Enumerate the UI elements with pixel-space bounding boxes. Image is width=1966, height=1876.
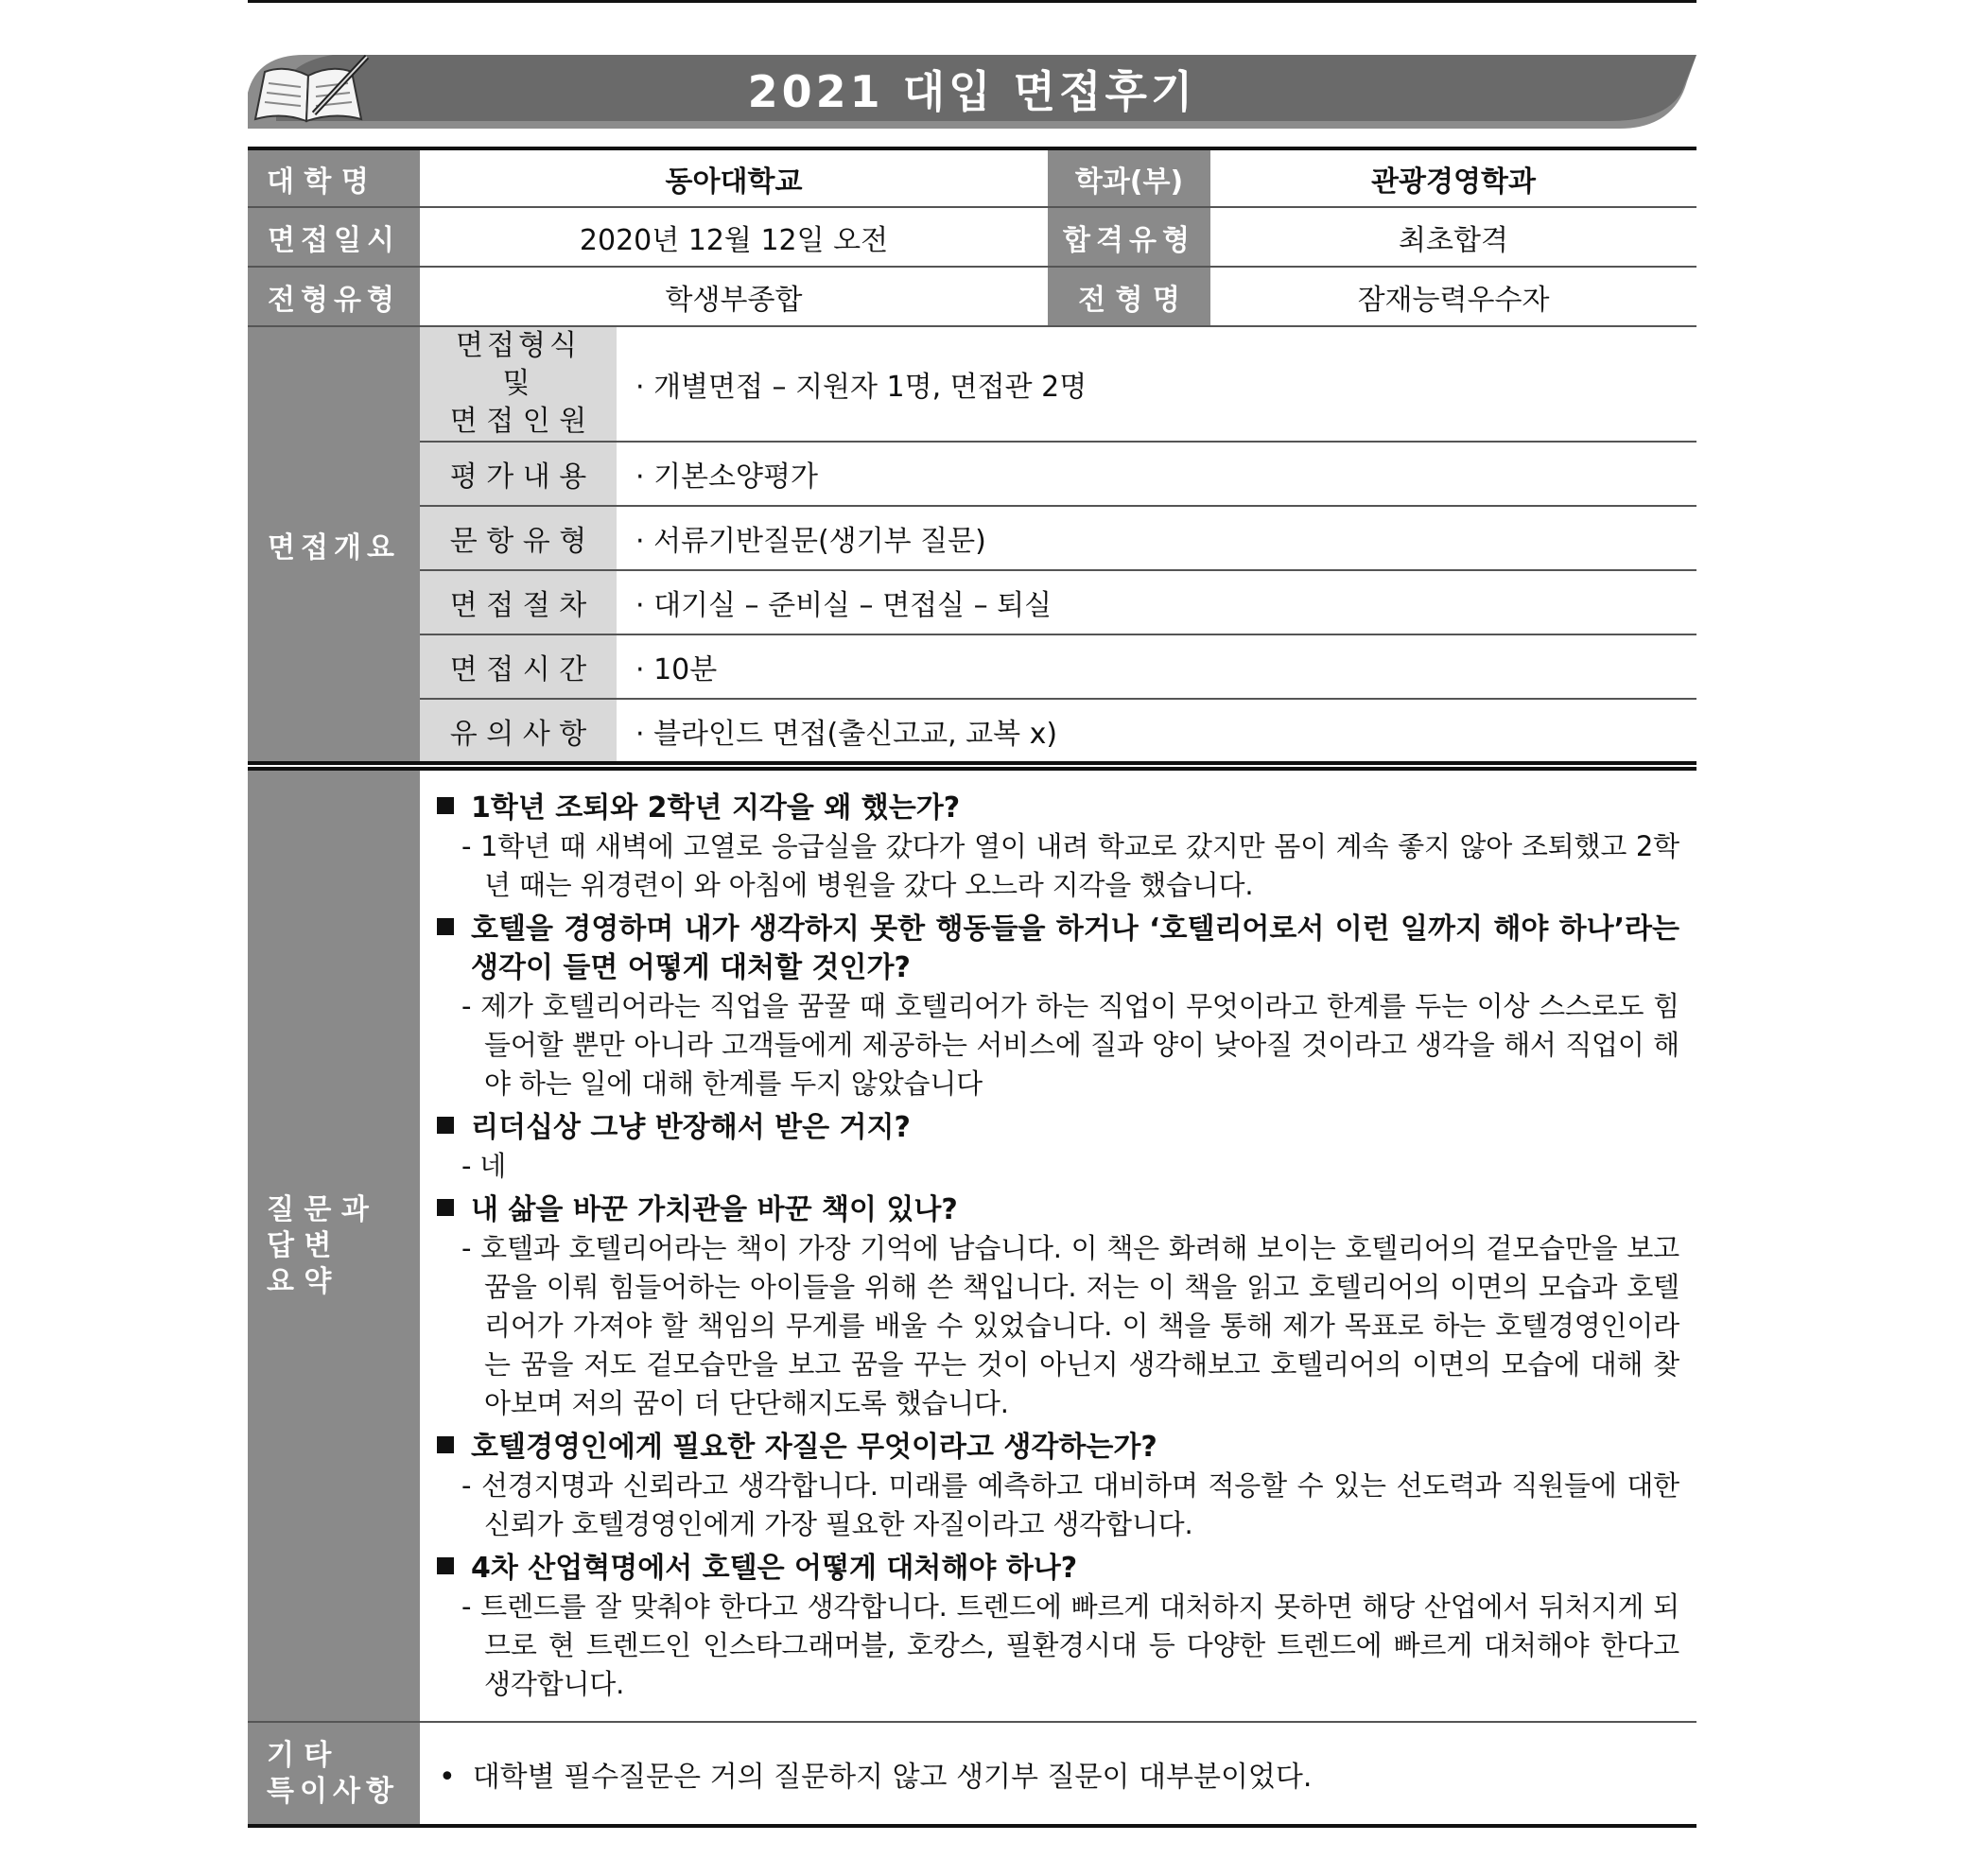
admission-type-label: 전형유형	[248, 267, 420, 326]
question	[437, 1549, 1679, 1588]
square-bullet-icon	[437, 918, 454, 935]
overview-row	[248, 634, 1696, 699]
pass-type-value: 최초합격	[1210, 207, 1696, 267]
bullet-icon: •	[439, 1760, 456, 1794]
info-row	[248, 267, 1696, 326]
answer: - 1학년 때 새벽에 고열로 응급실을 갔다가 열이 내려 학교로 갔지만 몸이 계속 좋지 않아 조퇴했고 2학년 때는 위경련이 와 아침에 병원을 갔다 오느라 지각을 했습니다.	[461, 830, 1679, 901]
page-title: 2021 대입 면접후기	[747, 66, 1197, 117]
sublabel-line: 면접형식 및	[456, 329, 581, 400]
question-text: 호텔경영인에게 필요한 자질은 무엇이라고 생각하는가?	[471, 1431, 1157, 1464]
question	[437, 1190, 1679, 1229]
question	[437, 910, 1679, 987]
etc-label-line: 특이사항	[267, 1774, 399, 1808]
university-label-text: 대 학 명	[267, 165, 369, 199]
question-text: 1학년 조퇴와 2학년 지각을 왜 했는가?	[471, 791, 961, 825]
overview-row	[248, 326, 1696, 442]
qa-content	[420, 769, 1696, 1722]
admission-type-value: 학생부종합	[420, 267, 1048, 326]
university-label	[248, 148, 420, 207]
overview-row	[248, 570, 1696, 634]
qa-label-line: 답 변	[267, 1228, 332, 1262]
etc-row	[248, 1722, 1696, 1826]
square-bullet-icon	[437, 1436, 454, 1453]
qa-row	[248, 769, 1696, 1722]
overview-sublabel: 평 가 내 용	[420, 442, 617, 506]
overview-sublabel: 유 의 사 항	[420, 699, 617, 763]
question-text: 리더십상 그냥 반장해서 받은 거지?	[471, 1111, 911, 1144]
answer: - 제가 호텔리어라는 직업을 꿈꿀 때 호텔리어가 하는 직업이 무엇이라고 한계를 두는 이상 스스로도 힘들어할 뿐만 아니라 고객들에게 제공하는 서비스에 질과 양이 낮아질 것이라고 생각을 해서 직업이 해야 하는 일에 대해 한계를 두지 않았습니다	[461, 990, 1679, 1100]
top-rule	[248, 0, 1696, 3]
overview-value: · 블라인드 면접(출신고교, 교복 x)	[617, 699, 1696, 763]
overview-sublabel: 면 접 시 간	[420, 634, 617, 699]
overview-value: · 기본소양평가	[617, 442, 1696, 506]
overview-label: 면접개요	[248, 326, 420, 763]
square-bullet-icon	[437, 1199, 454, 1216]
track-value: 잠재능력우수자	[1210, 267, 1696, 326]
info-row	[248, 207, 1696, 267]
sublabel-line: 면 접 인 원	[449, 405, 587, 438]
qa-label-line: 질 문 과	[267, 1192, 369, 1226]
department-value: 관광경영학과	[1210, 148, 1696, 207]
etc-content	[420, 1722, 1696, 1826]
question	[437, 1108, 1679, 1147]
department-label: 학과(부)	[1048, 148, 1210, 207]
etc-label-line: 기 타	[267, 1738, 332, 1772]
answer: - 선경지명과 신뢰라고 생각합니다. 미래를 예측하고 대비하며 적응할 수 있는 선도력과 직원들에 대한 신뢰가 호텔경영인에게 가장 필요한 자질이라고 생각합니다.	[461, 1469, 1679, 1540]
question-text: 내 삶을 바꾼 가치관을 바꾼 책이 있나?	[471, 1193, 958, 1226]
question	[437, 1428, 1679, 1467]
date-value: 2020년 12월 12일 오전	[420, 207, 1048, 267]
track-label: 전 형 명	[1048, 267, 1210, 326]
square-bullet-icon	[437, 797, 454, 814]
overview-row	[248, 442, 1696, 506]
square-bullet-icon	[437, 1557, 454, 1574]
overview-value: · 10분	[617, 634, 1696, 699]
info-table	[248, 147, 1696, 765]
answer: - 호텔과 호텔리어라는 책이 가장 기억에 남습니다. 이 책은 화려해 보이는 호텔리어의 겉모습만을 보고 꿈을 이뤄 힘들어하는 아이들을 위해 쓴 책입니다. 저는 이 책을 읽고 호텔리어의 이면의 모습과 호텔리어가 가져야 할 책임의 무게를 배울 수 있었습니다. 이 책을 통해 제가 목표로 하는 호텔경영인이라는 꿈을 저도 겉모습만을 보고 꿈을 꾸는 것이 아닌지 생각해보고 호텔리어의 이면의 모습에 대해 찾아보며 저의 꿈이 더 단단해지도록 했습니다.	[461, 1232, 1679, 1419]
question	[437, 789, 1679, 827]
date-label: 면접일시	[248, 207, 420, 267]
square-bullet-icon	[437, 1117, 454, 1134]
overview-row	[248, 699, 1696, 763]
overview-value: · 대기실 – 준비실 – 면접실 – 퇴실	[617, 570, 1696, 634]
question-text: 호텔을 경영하며 내가 생각하지 못한 행동들을 하거나 ‘호텔리어로서 이런 일까지 해야 하나’라는 생각이 들면 어떻게 대처할 것인가?	[471, 912, 1679, 984]
overview-sublabel-two-line	[420, 327, 617, 441]
qa-label	[248, 769, 420, 1722]
overview-value: · 개별면접 – 지원자 1명, 면접관 2명	[617, 326, 1696, 442]
overview-sublabel	[420, 326, 617, 442]
answer: - 네	[461, 1150, 507, 1182]
title-banner	[248, 55, 1696, 129]
overview-sublabel: 면 접 절 차	[420, 570, 617, 634]
question-text: 4차 산업혁명에서 호텔은 어떻게 대처해야 하나?	[471, 1552, 1078, 1585]
overview-value: · 서류기반질문(생기부 질문)	[617, 506, 1696, 570]
overview-row	[248, 506, 1696, 570]
info-row	[248, 148, 1696, 207]
qa-label-line: 요 약	[267, 1264, 332, 1298]
pass-type-label: 합격유형	[1048, 207, 1210, 267]
etc-label	[248, 1722, 420, 1826]
university-value: 동아대학교	[420, 148, 1048, 207]
overview-sublabel: 문 항 유 형	[420, 506, 617, 570]
etc-text: 대학별 필수질문은 거의 질문하지 않고 생기부 질문이 대부분이었다.	[472, 1760, 1313, 1794]
qa-table	[248, 767, 1696, 1828]
answer: - 트렌드를 잘 맞춰야 한다고 생각합니다. 트렌드에 빠르게 대처하지 못하면 해당 산업에서 뒤처지게 되므로 현 트렌드인 인스타그래머블, 호캉스, 필환경시대 등 다양한 트렌드에 빠르게 대처해야 한다고 생각합니다.	[461, 1590, 1679, 1700]
